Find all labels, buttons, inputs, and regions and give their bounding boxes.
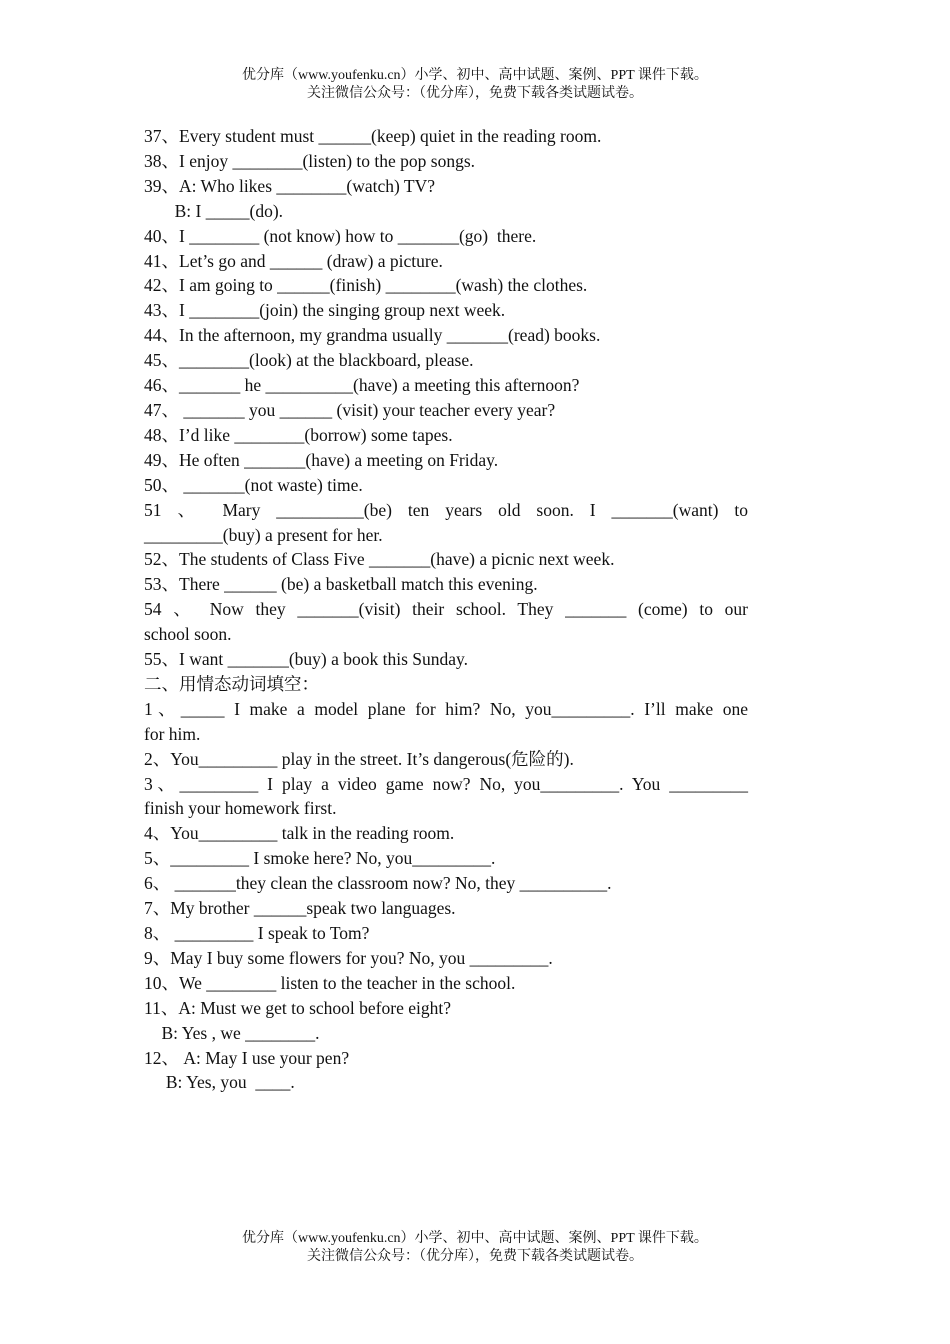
question-line: 41、Let’s go and ______ (draw) a picture. [144, 250, 443, 271]
modal-question-line: 4、You_________ talk in the reading room. [144, 823, 455, 844]
question-line: 44、In the afternoon, my grandma usually _______(read) books. [144, 325, 601, 346]
modal-question-line: 11、A: Must we get to school before eight? [144, 997, 451, 1018]
modal-question-2: 2、You_________ play in the street. It’s dangerous(危险的). [144, 748, 574, 769]
question-line: 50、 _______(not waste) time. [144, 474, 363, 495]
question-51-line-2: _________(buy) a present for her. [144, 524, 383, 545]
question-51-line-1: 51 、 Mary __________(be) ten years old soon. I _______(want) to [144, 499, 748, 520]
modal-question-line: 10、We ________ listen to the teacher in the school. [144, 972, 516, 993]
question-line: 37、Every student must ______(keep) quiet in the reading room. [144, 126, 602, 146]
modal-question-line: 12、 A: May I use your pen? [144, 1047, 350, 1068]
question-line: 38、I enjoy ________(listen) to the pop songs. [144, 150, 476, 171]
question-line: 39、A: Who likes ________(watch) TV? [144, 175, 435, 196]
footer-line-1: 优分库（www.youfenku.cn）小学、初中、高中试题、案例、PPT 课件下载。 [242, 1231, 708, 1246]
question-54-line-2: school soon. [144, 624, 232, 645]
question-line: 48、I’d like ________(borrow) some tapes. [144, 424, 453, 445]
modal-question-line: 5、_________ I smoke here? No, you_________. [144, 848, 496, 869]
modal-question-line: 7、My brother ______speak two languages. [144, 898, 456, 919]
question-line: 40、I ________ (not know) how to _______(go) there. [144, 225, 537, 246]
modal-question-line: 8、 _________ I speak to Tom? [144, 923, 370, 943]
modal-question-1-line-2: for him. [144, 723, 201, 744]
modal-question-3-line-2: finish your homework first. [144, 798, 337, 819]
header-line-1: 优分库（www.youfenku.cn）小学、初中、高中试题、案例、PPT 课件下载。 [242, 68, 708, 83]
modal-question-line: B: Yes , we ________. [144, 1022, 320, 1043]
question-line: 45、________(look) at the blackboard, please. [144, 350, 474, 371]
modal-question-line: 6、 _______they clean the classroom now? No, they __________. [144, 873, 612, 894]
modal-question-line: B: Yes, you ____. [144, 1072, 295, 1093]
page-footer [0, 1230, 950, 1266]
question-line: 46、_______ he __________(have) a meeting this afternoon? [144, 375, 580, 396]
question-line: 42、I am going to ______(finish) ________(wash) the clothes. [144, 275, 588, 296]
footer-line-2: 关注微信公众号：（优分库），免费下载各类试题试卷。 [307, 1249, 643, 1264]
header-line-2: 关注微信公众号：（优分库），免费下载各类试题试卷。 [307, 86, 643, 101]
question-line: 53、There ______ (be) a basketball match this evening. [144, 574, 538, 595]
question-55: 55、I want _______(buy) a book this Sunday. [144, 649, 469, 670]
question-line: 49、He often _______(have) a meeting on Friday. [144, 449, 499, 470]
modal-question-3-line-1: 3、_________ I play a video game now? No, you_________. You _________ [144, 773, 748, 794]
question-line: 47、 _______ you ______ (visit) your teacher every year? [144, 399, 556, 420]
worksheet-body [144, 124, 748, 1095]
question-line: B: I _____(do). [144, 200, 284, 221]
modal-question-line: 9、May I buy some flowers for you? No, you _________. [144, 947, 553, 968]
question-54-line-1: 54 、 Now they _______(visit) their school. They _______ (come) to our [144, 599, 748, 620]
page-header [0, 67, 950, 103]
modal-question-1-line-1: 1、_____ I make a model plane for him? No, you_________. I’ll make one [144, 698, 748, 719]
section-2-title: 二、用情态动词填空： [144, 673, 319, 694]
question-line: 52、The students of Class Five _______(have) a picnic next week. [144, 549, 615, 570]
question-line: 43、I ________(join) the singing group next week. [144, 300, 506, 321]
